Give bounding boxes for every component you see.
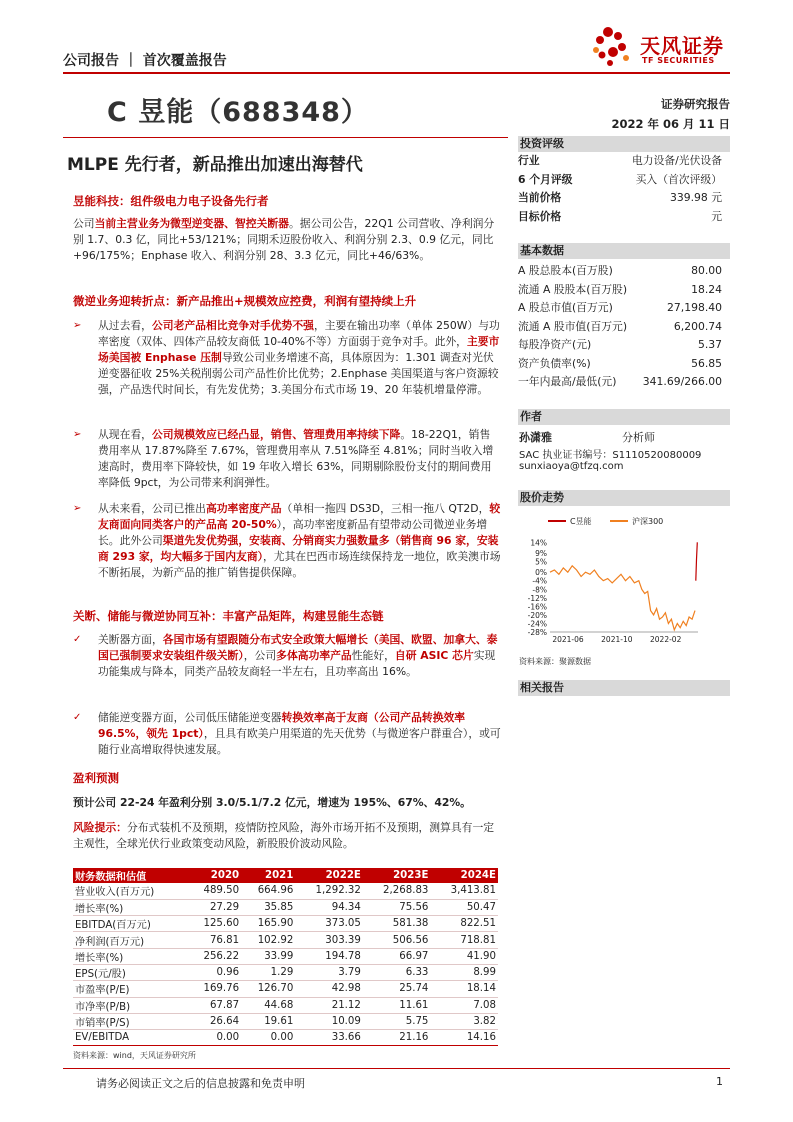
- table-cell: EBITDA(百万元): [73, 916, 187, 932]
- data-row: [518, 299, 722, 317]
- table-header-cell: 2021: [241, 868, 295, 883]
- table-row: [73, 916, 498, 932]
- author-heading: 作者: [518, 409, 730, 425]
- table-cell: 营业收入(百万元): [73, 883, 187, 899]
- x-tick-label: 2021-10: [601, 635, 633, 644]
- table-cell: 2,268.83: [363, 883, 431, 899]
- footer-disclaimer: 请务必阅读正文之后的信息披露和免责申明: [96, 1077, 305, 1090]
- table-cell: EV/EBITDA: [73, 1030, 187, 1046]
- table-header-cell: 2024E: [430, 868, 498, 883]
- table-cell: 126.70: [241, 981, 295, 997]
- table-cell: 0.00: [187, 1030, 241, 1046]
- y-tick-label: -20%: [527, 610, 547, 620]
- table-cell: 66.97: [363, 948, 431, 964]
- price-trend-chart: [518, 508, 730, 650]
- table-cell: 14.16: [430, 1030, 498, 1046]
- data-row-label: 目标价格: [518, 209, 562, 223]
- data-row: [518, 373, 722, 391]
- table-cell: 75.56: [363, 899, 431, 915]
- data-row-label: 行业: [518, 154, 540, 167]
- table-row: [73, 981, 498, 997]
- bullet-item: ➢ 从现在看，公司规模效应已经凸显，销售、管理费用率持续下降。18-22Q1，销售费用率从 17.87%降至 7.67%，管理费用率从 7.51%降至 4.81%；同时当收入增速高时，费用率下降较快，如 19 年收入增长 63%，同期剔除股份支付的期间费用率降低 9pct，为公司带来利润弹性。: [73, 428, 494, 489]
- data-row-value: 56.85: [691, 356, 722, 370]
- table-cell: 76.81: [187, 932, 241, 948]
- table-cell: 303.39: [295, 932, 363, 948]
- table-cell: 44.68: [241, 997, 295, 1013]
- table-cell: 41.90: [430, 948, 498, 964]
- table-header-cell: 2022E: [295, 868, 363, 883]
- table-cell: 1.29: [241, 964, 295, 980]
- page-number: 1: [716, 1075, 723, 1088]
- table-row: [73, 964, 498, 980]
- table-cell: 506.56: [363, 932, 431, 948]
- data-row-value: 80.00: [691, 264, 722, 277]
- table-cell: 1,292.32: [295, 883, 363, 899]
- section-heading-3: 关断、储能与微逆协同互补：丰富产品矩阵，构建昱能生态链: [73, 609, 384, 623]
- check-bullet-icon: ✓: [73, 712, 82, 723]
- data-row-value: 5.37: [697, 338, 722, 351]
- table-row: [73, 1013, 498, 1029]
- footer-divider: [63, 1068, 730, 1069]
- arrow-bullet-icon: ➢: [73, 320, 82, 331]
- table-cell: 822.51: [430, 916, 498, 932]
- table-row: [73, 932, 498, 948]
- report-type: 公司报告 ｜ 首次覆盖报告: [63, 53, 227, 69]
- table-cell: 市盈率(P/E): [73, 981, 187, 997]
- report-title: MLPE 先行者，新品推出加速出海替代: [67, 155, 363, 175]
- price-trend-heading: 股价走势: [518, 490, 730, 506]
- table-cell: 489.50: [187, 883, 241, 899]
- data-row-label: A 股总股本(百万股): [518, 264, 613, 277]
- y-tick-label: -4%: [532, 576, 547, 586]
- y-tick-label: -8%: [532, 585, 547, 595]
- data-row-label: A 股总市值(百万元): [518, 301, 613, 314]
- logo-text-cn: 天风证券: [640, 34, 724, 58]
- data-row-value: 341.69/266.00: [642, 375, 722, 388]
- table-cell: 3.79: [295, 964, 363, 980]
- table-cell: 净利润(百万元): [73, 932, 187, 948]
- data-row-label: 流通 A 股股本(百万股): [518, 282, 628, 296]
- table-cell: 25.74: [363, 981, 431, 997]
- table-cell: 165.90: [241, 916, 295, 932]
- table-cell: 21.12: [295, 997, 363, 1013]
- data-row-label: 流通 A 股市值(百万元): [518, 319, 628, 333]
- table-cell: 33.99: [241, 948, 295, 964]
- data-row: [518, 171, 722, 189]
- table-cell: 10.09: [295, 1013, 363, 1029]
- data-row-value: 18.24: [691, 282, 722, 296]
- y-tick-label: 14%: [530, 538, 547, 548]
- legend-label: 沪深300: [632, 517, 664, 526]
- y-tick-label: 0%: [535, 568, 547, 578]
- bullet-item: ✓ 储能逆变器方面，公司低压储能逆变器转换效率高于友商（公司产品转换效率 96.5%，领先 1pct），且具有欧美户用渠道的先天优势（与微逆客户群重合），或可随行业高增取得快速发展。: [73, 711, 501, 756]
- table-cell: 11.61: [363, 997, 431, 1013]
- data-row-value: 元: [711, 209, 722, 223]
- table-cell: EPS(元/股): [73, 964, 187, 980]
- section-paragraph-1: 公司当前主营业务为微型逆变器、智控关断器。据公司公告，22Q1 公司营收、净利润分别 1.7、0.3 亿，同比+53/121%；同期禾迈股份收入、利润分别 2.3、0.9 亿元，同比+96/175%；Enphase 收入、利润分别 28、3.3 亿元，同比+46/63%。: [73, 217, 495, 262]
- y-tick-label: 5%: [535, 557, 547, 567]
- table-source: 资料来源：wind，天风证券研究所: [73, 1051, 196, 1060]
- legend-label: C昱能: [570, 517, 592, 526]
- table-cell: 5.75: [363, 1013, 431, 1029]
- data-row: [518, 318, 722, 336]
- report-date: 2022 年 06 月 11 日: [611, 117, 730, 131]
- table-cell: 718.81: [430, 932, 498, 948]
- company-title: C 昱能（688348）: [107, 97, 369, 128]
- header-divider: [63, 72, 730, 74]
- data-row-value: 339.98 元: [669, 191, 722, 204]
- data-row: [518, 208, 722, 226]
- series-line: [550, 566, 695, 630]
- table-cell: 169.76: [187, 981, 241, 997]
- x-tick-label: 2021-06: [552, 635, 584, 644]
- data-row: [518, 281, 722, 299]
- table-cell: 0.96: [187, 964, 241, 980]
- y-tick-label: -28%: [527, 628, 547, 637]
- arrow-bullet-icon: ➢: [73, 503, 82, 514]
- table-row: [73, 883, 498, 899]
- table-cell: 0.00: [241, 1030, 295, 1046]
- bullet-item: ➢ 从过去看，公司老产品相比竞争对手优势不强，主要在输出功率（单体 250W）与功率密度（双体、四体产品较友商低 10-40%不等）方面弱于竞争对手。此外，主要市场美国被 Enphase 压制导致公司业务增速不高，具体原因为：1.301 调查对光伏逆变器征收 25%关税削弱公司产品性价比优势；2.Enphase 美国渠道与客户资源较强，产品迭代时间长，有先发优势；3.美国分布式市场 19、20 年装机增量停滞。: [73, 319, 500, 396]
- table-cell: 6.33: [363, 964, 431, 980]
- x-tick-label: 2022-02: [650, 635, 682, 644]
- table-cell: 67.87: [187, 997, 241, 1013]
- table-header-cell: 财务数据和估值: [73, 868, 187, 883]
- table-header-cell: 2020: [187, 868, 241, 883]
- table-cell: 18.14: [430, 981, 498, 997]
- table-cell: 3.82: [430, 1013, 498, 1029]
- table-cell: 373.05: [295, 916, 363, 932]
- table-cell: 3,413.81: [430, 883, 498, 899]
- data-row-value: 6,200.74: [673, 319, 722, 333]
- check-bullet-icon: ✓: [73, 634, 82, 645]
- author-license: SAC 执业证书编号：S1110520080009: [519, 450, 702, 461]
- table-cell: 21.16: [363, 1030, 431, 1046]
- table-cell: 7.08: [430, 997, 498, 1013]
- forecast-text: 预计公司 22-24 年盈利分别 3.0/5.1/7.2 亿元，增速为 195%、67%、42%。: [73, 796, 471, 809]
- bullet-item: ➢ 从未来看，公司已推出高功率密度产品（单相一拖四 DS3D，三相一拖八 QT2D，较友商面向同类客户的产品高 20-50%），高功率密度新品有望带动公司微逆业务增长。此外公司渠道先发优势强，安装商、分销商实力强数量多（销售商 96 家，安装商 293 家，均大幅多于国内友商），尤其在巴西市场连续保持龙一地位，欧美澳市场不断拓展，为新产品的推广销售提供保障。: [73, 502, 501, 579]
- y-tick-label: 9%: [535, 548, 547, 558]
- table-row: [73, 948, 498, 964]
- author-role: 分析师: [622, 431, 655, 444]
- data-row-label: 资产负债率(%): [518, 356, 591, 370]
- table-cell: 市净率(P/B): [73, 997, 187, 1013]
- basic-data-heading: 基本数据: [518, 243, 730, 259]
- data-row-value: 27,198.40: [667, 301, 722, 314]
- y-tick-label: -12%: [527, 593, 547, 603]
- table-cell: 26.64: [187, 1013, 241, 1029]
- data-row: [518, 355, 722, 373]
- financial-table: [73, 868, 498, 1046]
- data-row-label: 当前价格: [518, 191, 562, 204]
- y-tick-label: -16%: [527, 602, 547, 612]
- table-row: [73, 899, 498, 915]
- risk-paragraph: 风险提示：分布式装机不及预期，疫情防控风险，海外市场开拓不及预期，测算具有一定主观性，全球光伏行业政策变动风险，新股股价波动风险。: [73, 821, 495, 850]
- table-cell: 增长率(%): [73, 948, 187, 964]
- table-cell: 664.96: [241, 883, 295, 899]
- arrow-bullet-icon: ➢: [73, 429, 82, 440]
- author-name: 孙潇雅: [519, 431, 552, 444]
- y-tick-label: -24%: [527, 619, 547, 629]
- data-row-label: 一年内最高/最低(元): [518, 375, 617, 388]
- bullet-item: ✓ 关断器方面，各国市场有望跟随分布式安全政策大幅增长（美国、欧盟、加拿大、泰国已强制要求安装组件级关断），公司多体高功率产品性能好，自研 ASIC 芯片实现功能集成与降本，同类产品较友商轻一半左右，且功率高出 16%。: [73, 633, 498, 678]
- table-cell: 35.85: [241, 899, 295, 915]
- data-row: [518, 262, 722, 280]
- section-heading-2: 微逆业务迎转折点：新产品推出+规模效应控费，利润有望持续上升: [73, 294, 417, 308]
- data-row: [518, 152, 722, 170]
- table-cell: 194.78: [295, 948, 363, 964]
- table-cell: 50.47: [430, 899, 498, 915]
- author-email[interactable]: sunxiaoya@tfzq.com: [519, 461, 624, 472]
- table-cell: 125.60: [187, 916, 241, 932]
- table-header-cell: 2023E: [363, 868, 431, 883]
- chart-source: 资料来源：聚源数据: [519, 657, 591, 666]
- table-cell: 94.34: [295, 899, 363, 915]
- rating-heading: 投资评级: [518, 136, 730, 152]
- table-cell: 市销率(P/S): [73, 1013, 187, 1029]
- table-cell: 8.99: [430, 964, 498, 980]
- table-cell: 102.92: [241, 932, 295, 948]
- report-category: 证券研究报告: [661, 97, 730, 111]
- table-cell: 增长率(%): [73, 899, 187, 915]
- data-row-value: 电力设备/光伏设备: [631, 154, 722, 167]
- data-row-label: 6 个月评级: [518, 172, 573, 186]
- data-row-value: 买入（首次评级）: [635, 172, 722, 186]
- table-cell: 256.22: [187, 948, 241, 964]
- data-row: [518, 189, 722, 207]
- data-row-label: 每股净资产(元): [518, 338, 592, 351]
- title-divider: [63, 137, 508, 138]
- related-reports-heading: 相关报告: [518, 680, 730, 696]
- table-row: [73, 997, 498, 1013]
- table-cell: 33.66: [295, 1030, 363, 1046]
- table-cell: 581.38: [363, 916, 431, 932]
- table-cell: 27.29: [187, 899, 241, 915]
- table-cell: 42.98: [295, 981, 363, 997]
- logo-text-en: TF SECURITIES: [642, 56, 715, 65]
- series-line: [696, 542, 698, 580]
- data-row: [518, 336, 722, 354]
- section-heading-4: 盈利预测: [73, 771, 119, 785]
- table-row: [73, 1030, 498, 1046]
- section-heading-1: 昱能科技：组件级电力电子设备先行者: [73, 194, 269, 208]
- table-cell: 19.61: [241, 1013, 295, 1029]
